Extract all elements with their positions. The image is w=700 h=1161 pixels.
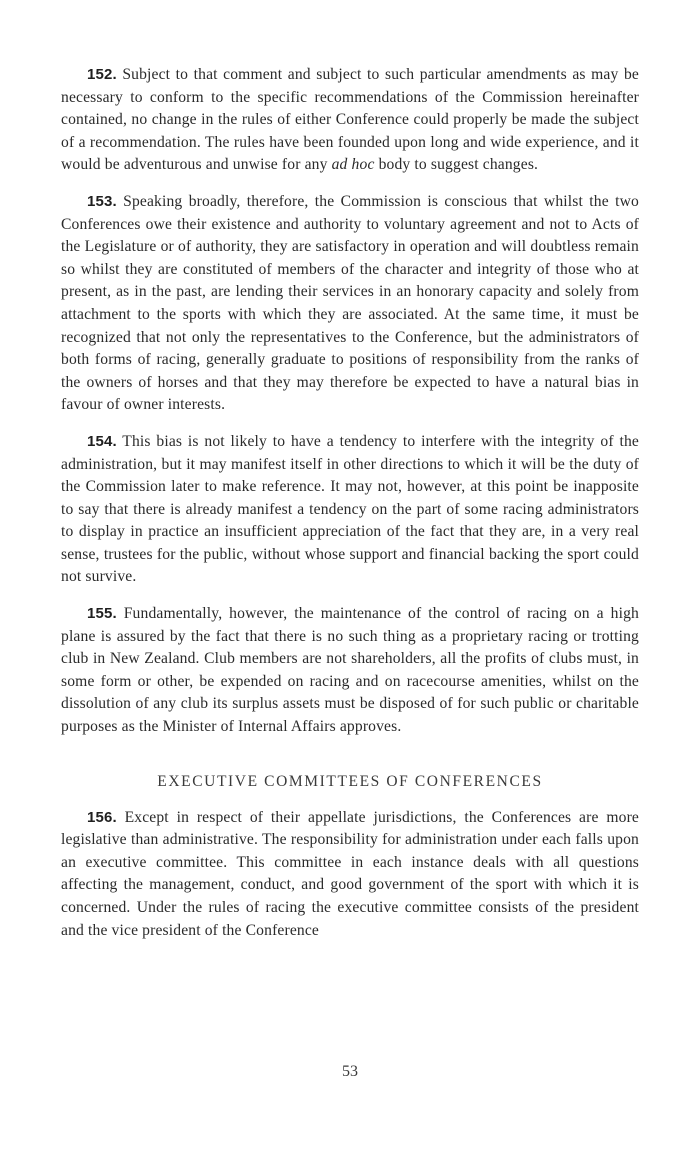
page-number: 53 (342, 1063, 358, 1080)
paragraph-number: 152. (87, 66, 117, 83)
paragraph-text: Fundamentally, however, the maintenance of the control of racing on a high plane is assured by the fact that there is no such thing as a proprietary racing or trotting club in New Zealand. Club members are not shareholders, all the profits of clubs must, in some form or other, be expended on racing and on racecourse amenities, whilst on the dissolution of any club its surplus assets must be disposed of for such public or charitable purposes as the Minister of Internal Affairs approves. (61, 605, 639, 736)
section-heading: EXECUTIVE COMMITTEES OF CONFERENCES (157, 772, 543, 790)
paragraph-text: Subject to that comment and subject to such particular amendments as may be necessary to conform to the specific recommendations of the Commission hereinafter contained, no change in the rules of either Conference could properly be made the subject of a recommendation. The rules have been founded upon long and wide experience, and it would be adventurous and unwise for any (61, 66, 639, 174)
paragraph-text: Except in respect of their appellate jurisdictions, the Conferences are more legislative than administrative. The responsibility for administration under each falls upon an executive committee. This committee in each instance deals with all questions affecting the management, conduct, and good government of the sport with which it is concerned. Under the rules of racing the executive committee consists of the president and the vice president of the Conference (61, 808, 639, 939)
paragraph-number: 154. (87, 432, 117, 450)
paragraph-emphasis: ad hoc (331, 156, 375, 174)
paragraph-number: 155. (87, 605, 117, 623)
paragraph-152 (61, 64, 639, 177)
document-page (61, 64, 639, 956)
paragraph-155 (61, 603, 639, 739)
paragraph-number: 156. (87, 808, 117, 826)
paragraph-153 (61, 191, 639, 417)
paragraph-154 (61, 431, 639, 589)
paragraph-text: This bias is not likely to have a tendency to interfere with the integrity of the administration, but it may manifest itself in other directions to which it will be the duty of the Commission later to make reference. It may not, however, at this point be inapposite to say that there is already manifest a tendency on the part of some racing administrators to display in practice an insufficient appreciation of the fact that they are, in a very real sense, trustees for the public, without whose support and financial backing the sport could not survive. (61, 432, 639, 586)
paragraph-text: Speaking broadly, therefore, the Commission is conscious that whilst the two Conferences owe their existence and authority to voluntary agreement and not to Acts of the Legislature or of authority, they are satisfactory in operation and will doubtless remain so whilst they are constituted of members of the character and integrity of those who at present, as in the past, are lending their services in an honorary capacity and solely from attachment to the sports with which they are associated. At the same time, it must be recognized that not only the representatives to the Conference, but the administrators of both forms of racing, generally graduate to positions of responsibility from the ranks of the owners of horses and that they may therefore be expected to have a natural bias in favour of owner interests. (61, 192, 639, 414)
paragraph-number: 153. (87, 192, 117, 210)
paragraph-156 (61, 807, 639, 943)
paragraph-text-end: body to suggest changes. (374, 156, 539, 174)
